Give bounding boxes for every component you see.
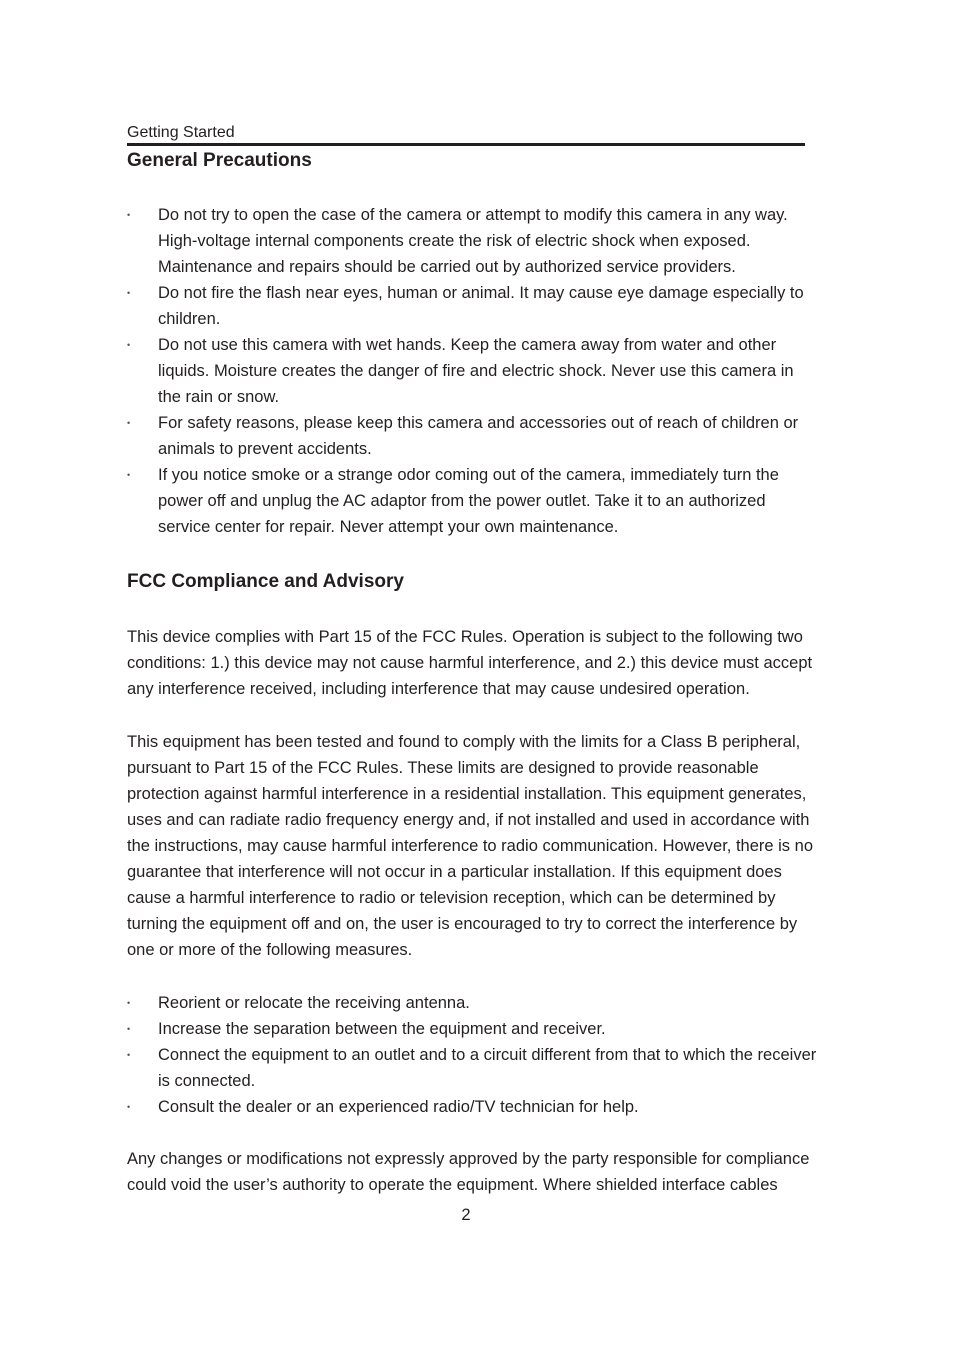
bullet-icon: • — [127, 1102, 131, 1112]
running-header: Getting Started — [127, 124, 235, 141]
bullet-icon: • — [127, 998, 131, 1008]
fcc-paragraph-1: This device complies with Part 15 of the FCC Rules. Operation is subject to the following two conditions: 1.) this device may not cause harmful interference, and 2.) this device must accept any interference received, including interference that may cause undesired operation. — [127, 628, 813, 698]
list-item-text: If you notice smoke or a strange odor coming out of the camera, immediately turn the power off and unplug the AC adaptor from the power outlet. Take it to an authorized service center for repair. Never attempt your own maintenance. — [158, 466, 779, 536]
list-item-text: For safety reasons, please keep this camera and accessories out of reach of children or animals to prevent accidents. — [158, 414, 799, 458]
bullet-icon: • — [127, 1024, 131, 1034]
list-item — [127, 202, 821, 280]
bullet-icon: • — [127, 210, 131, 220]
fcc-heading: FCC Compliance and Advisory — [127, 571, 404, 592]
list-item-text: Increase the separation between the equipment and receiver. — [158, 1020, 606, 1038]
precautions-list — [127, 202, 821, 540]
bullet-icon: • — [127, 340, 131, 350]
list-item — [127, 1016, 821, 1042]
bullet-icon: • — [127, 418, 131, 428]
list-item-text: Consult the dealer or an experienced radio/TV technician for help. — [158, 1098, 639, 1116]
list-item — [127, 1094, 821, 1120]
list-item-text: Reorient or relocate the receiving antenna. — [158, 994, 470, 1012]
list-item-text: Connect the equipment to an outlet and to a circuit different from that to which the receiver is connected. — [158, 1046, 817, 1090]
list-item-text: Do not try to open the case of the camera or attempt to modify this camera in any way. High-voltage internal components create the risk of electric shock when exposed. Maintenance and repairs should be carried out by authorized service providers. — [158, 206, 788, 276]
fcc-paragraph-2: This equipment has been tested and found to comply with the limits for a Class B peripheral, pursuant to Part 15 of the FCC Rules. These limits are designed to provide reasonable protection against harmful interference in a residential installation. This equipment generates, uses and can radiate radio frequency energy and, if not installed and used in accordance with the instructions, may cause harmful interference to radio communication. However, there is no guarantee that interference will not occur in a particular installation. If this equipment does cause a harmful interference to radio or television reception, which can be determined by turning the equipment off and on, the user is encouraged to try to correct the interference by one or more of the following measures. — [127, 733, 813, 959]
list-item — [127, 410, 821, 462]
bullet-icon: • — [127, 470, 131, 480]
bullet-icon: • — [127, 1050, 131, 1060]
fcc-paragraph-3: Any changes or modifications not expressly approved by the party responsible for compliance could void the user’s authority to operate the equipment. Where shielded interface cables — [127, 1150, 810, 1194]
list-item-text: Do not fire the flash near eyes, human or animal. It may cause eye damage especially to children. — [158, 284, 804, 328]
page-number: 2 — [461, 1206, 471, 1224]
list-item — [127, 462, 821, 540]
list-item — [127, 332, 821, 410]
general-precautions-heading: General Precautions — [127, 150, 312, 171]
measures-list — [127, 990, 821, 1120]
list-item — [127, 990, 821, 1016]
list-item — [127, 280, 821, 332]
header-rule — [127, 143, 805, 146]
bullet-icon: • — [127, 288, 131, 298]
list-item-text: Do not use this camera with wet hands. Keep the camera away from water and other liquids. Moisture creates the danger of fire and electric shock. Never use this camera in the rain or snow. — [158, 336, 794, 406]
list-item — [127, 1042, 821, 1094]
